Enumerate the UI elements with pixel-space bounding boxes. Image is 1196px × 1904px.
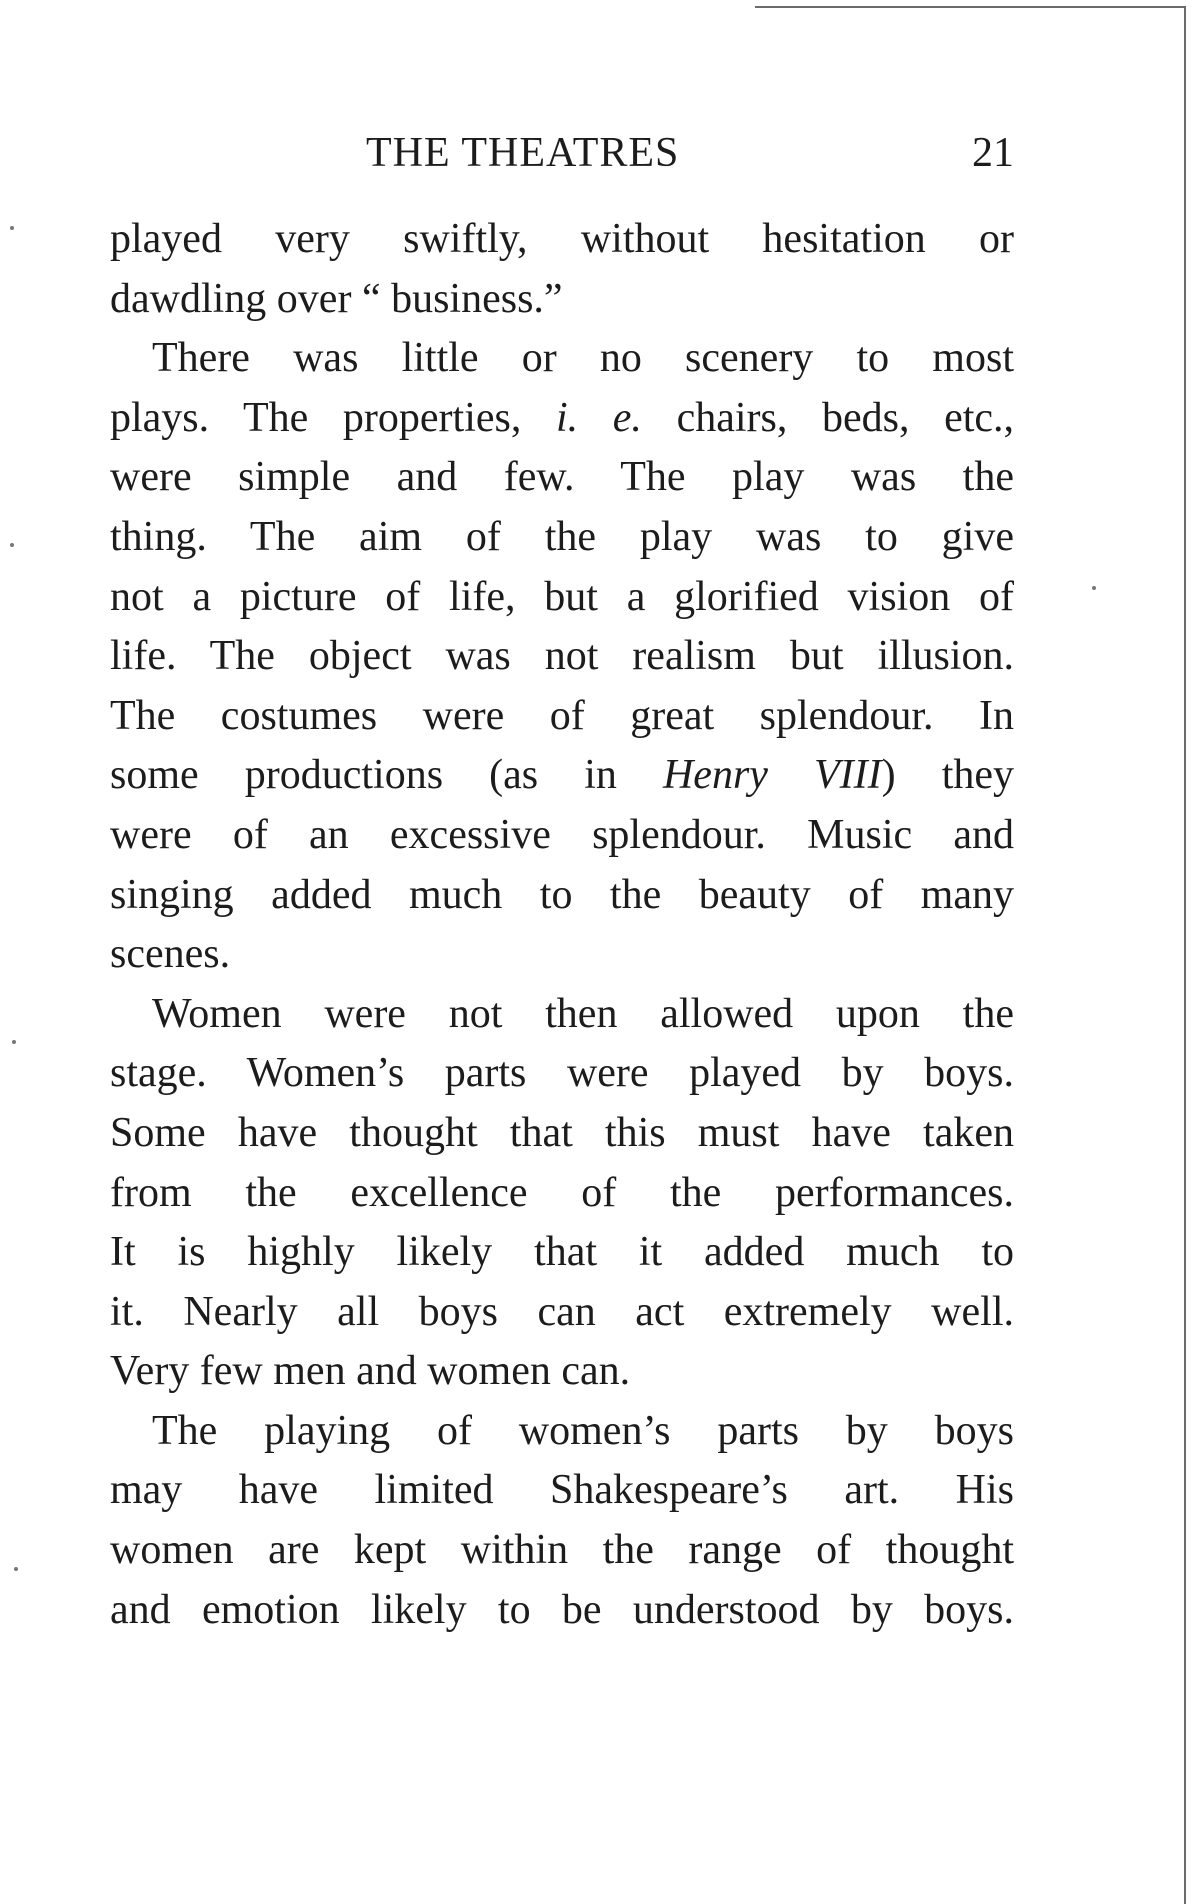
- text-line: scenes.: [110, 931, 231, 978]
- text-line: [110, 746, 1014, 806]
- text-line: Very few men and women can.: [110, 1348, 631, 1395]
- body-text: [110, 210, 1014, 1640]
- text-span: chairs, beds, etc.,: [676, 394, 1015, 441]
- text-line: women are kept within the range of thought: [110, 1527, 1014, 1574]
- text-line: played very swiftly, without hesitation or: [110, 216, 1014, 262]
- text-line: Some have thought that this must have taken: [110, 1109, 1014, 1156]
- text-span: plays. The properties,: [110, 394, 522, 441]
- italic-play-title: Henry VIII: [662, 752, 882, 799]
- text-line: and emotion likely to be understood by boys.: [110, 1586, 1014, 1633]
- text-line: from the excellence of the performances.: [110, 1169, 1014, 1216]
- text-span: ) they: [881, 752, 1015, 799]
- text-line: it. Nearly all boys can act extremely well.: [110, 1288, 1014, 1335]
- scan-speck: [10, 543, 14, 547]
- text-line: dawdling over “ business.”: [110, 275, 563, 322]
- text-line: thing. The aim of the play was to give: [110, 513, 1014, 560]
- italic-abbreviation: i. e.: [556, 394, 642, 441]
- running-title: THE THEATRES: [366, 130, 680, 176]
- scan-speck: [12, 1040, 16, 1044]
- running-head: [110, 128, 1014, 178]
- text-line: There was little or no scenery to most: [152, 335, 1014, 382]
- scan-speck: [1092, 586, 1096, 590]
- text-line: The costumes were of great splendour. In: [110, 692, 1014, 739]
- text-line: stage. Women’s parts were played by boys.: [110, 1050, 1014, 1097]
- scan-speck: [10, 226, 14, 230]
- text-line: not a picture of life, but a glorified vision of: [110, 573, 1014, 620]
- page-number: 21: [972, 130, 1014, 176]
- text-line: life. The object was not realism but illusion.: [110, 633, 1014, 680]
- text-line: were of an excessive splendour. Music and: [110, 811, 1014, 858]
- text-line: [110, 389, 1014, 449]
- page-edge-top: [755, 6, 1186, 8]
- text-line: The playing of women’s parts by boys: [152, 1407, 1014, 1454]
- text-line: Women were not then allowed upon the: [152, 990, 1014, 1037]
- text-span: some productions (as in: [110, 752, 617, 799]
- text-line: It is highly likely that it added much to: [110, 1229, 1014, 1276]
- text-line: singing added much to the beauty of many: [110, 871, 1014, 918]
- text-line: may have limited Shakespeare’s art. His: [110, 1467, 1014, 1514]
- page-edge-right: [1184, 6, 1186, 1904]
- text-line: were simple and few. The play was the: [110, 454, 1014, 501]
- scan-speck: [14, 1567, 18, 1571]
